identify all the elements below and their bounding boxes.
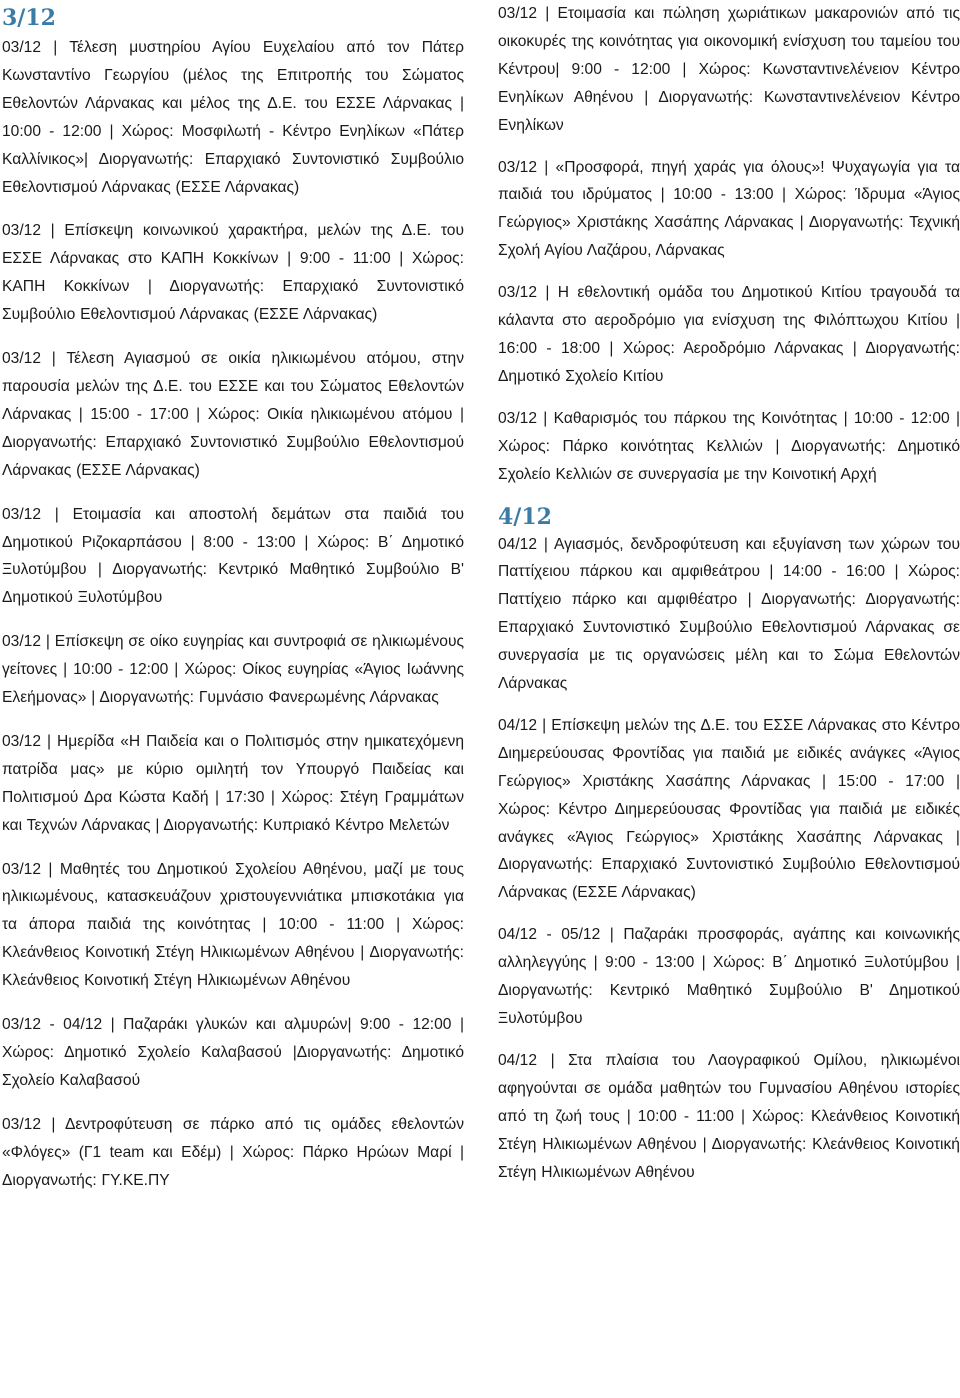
event-entry: 03/12 | Τέλεση μυστηρίου Αγίου Ευχελαίου από τον Πάτερ Κωνσταντίνο Γεωργίου (μέλος της Επιτροπής του Σώματος Εθελοντών Λάρνακας και μέλος της Δ.Ε. του ΕΣΣΕ Λάρνακας | 10:00 - 12:00 | Χώρος: Μοσφιλωτή - Κέντρο Ενηλίκων «Πάτερ Καλλίνικος»| Διοργανωτής: Επαρχιακό Συντονιστικό Συμβούλιο Εθελοντισμού Λάρνακας (ΕΣΣΕ Λάρνακας) (2, 39, 464, 196)
event-entry: 04/12 | Στα πλαίσια του Λαογραφικού Ομίλου, ηλικιωμένοι αφηγούνται σε ομάδα μαθητών του Γυμνασίου Αθηένου ιστορίες από τη ζωή τους | 10:00 - 11:00 | Χώρος: Κλεάνθειος Κοινοτική Στέγη Ηλικιωμένων Αθηένου | Διοργανωτής: Κλεάνθειος Κοινοτική Στέγη Ηλικιωμένων Αθηένου (498, 1051, 960, 1181)
event-entry: 03/12 | «Προσφορά, πηγή χαράς για όλους»! Ψυχαγωγία για τα παιδιά του ιδρύματος | 10:00 - 13:00 | Χώρος: Ίδρυμα «Άγιος Γεώργιος» Χριστάκης Χασάπης Λάρνακας | Διοργανωτής: Τεχνική Σχολή Αγίου Λαζάρου, Λάρνακας (498, 158, 960, 260)
event-entry: 03/12 | Δεντροφύτευση σε πάρκο από τις ομάδες εθελοντών «Φλόγες» (Γ1 team και Εδέμ) | Χώρος: Πάρκο Ηρώων Μαρί | Διοργανωτής: ΓΥ.ΚΕ.ΠΥ (2, 1115, 464, 1189)
event-entry: 04/12 | Αγιασμός, δενδροφύτευση και εξυγίανση των χώρων του Παττίχειου πάρκου και αμφιθεάτρου | 14:00 - 16:00 | Χώρος: Παττίχειο πάρκο και αμφιθέατρο | Διοργανωτής: Διοργανωτής: Επαρχιακό Συντονιστικό Συμβούλιο Εθελοντισμού Λάρνακας σε συνεργασία με τις οργανώσεις μέλη και το Σώμα Εθελοντών Λάρνακας (498, 535, 960, 693)
date-heading-4-12: 4/12 (498, 503, 552, 530)
event-entry: 03/12 | Επίσκεψη κοινωνικού χαρακτήρα, μελών της Δ.Ε. του ΕΣΣΕ Λάρνακας στο ΚΑΠΗ Κοκκίνων | 9:00 - 11:00 | Χώρος: ΚΑΠΗ Κοκκίνων | Διοργανωτής: Επαρχιακό Συντονιστικό Συμβούλιο Εθελοντισμού Λάρνακας (ΕΣΣΕ Λάρνακας) (2, 222, 464, 324)
left-column (2, 0, 464, 1211)
event-entry: 04/12 - 05/12 | Παζαράκι προσφοράς, αγάπης και κοινωνικής αλληλεγγύης | 9:00 - 13:00 | Χώρος: Β΄ Δημοτικό Ξυλοτύμβου | Διοργανωτής: Κεντρικό Μαθητικό Συμβούλιο Β' Δημοτικού Ξυλοτύμβου (498, 926, 960, 1027)
event-entry: 03/12 | Ημερίδα «Η Παιδεία και ο Πολιτισμός στην ημικατεχόμενη πατρίδα μας» με κύριο ομιλητή τον Υπουργό Παιδείας και Πολιτισμού Δρα Κώστα Καδή | 17:30 | Χώρος: Στέγη Γραμμάτων και Τεχνών Λάρνακας | Διοργανωτής: Κυπριακό Κέντρο Μελετών (2, 732, 464, 834)
right-column (498, 0, 960, 1200)
event-entry: 04/12 | Επίσκεψη μελών της Δ.Ε. του ΕΣΣΕ Λάρνακας στο Κέντρο Διημερεύουσας Φροντίδας για παιδιά με ειδικές ανάγκες «Άγιος Γεώργιος» Χριστάκης Χασάπης Λάρνακας | 15:00 - 17:00 | Χώρος: Κέντρο Διημερεύουσας Φροντίδας για παιδιά με ειδικές ανάγκες «Άγιος Γεώργιος» Χριστάκης Χασάπης Λάρνακας | Διοργανωτής: Επαρχιακό Συντονιστικό Συμβούλιο Εθελοντισμού Λάρνακας (ΕΣΣΕ Λάρνακας) (498, 716, 960, 902)
event-entry: 03/12 | Ετοιμασία και αποστολή δεμάτων στα παιδιά του Δημοτικού Ριζοκαρπάσου | 8:00 - 13:00 | Χώρος: Β΄ Δημοτικό Ξυλοτύμβου | Διοργανωτής: Κεντρικό Μαθητικό Συμβούλιο Β' Δημοτικού Ξυλοτύμβου (2, 505, 464, 607)
event-entry: 03/12 | Η εθελοντική ομάδα του Δημοτικού Κιτίου τραγουδά τα κάλαντα στο αεροδρόμιο για ενίσχυση της Φιλόπτωχου Κιτίου | 16:00 - 18:00 | Χώρος: Αεροδρόμιο Λάρνακας | Διοργανωτής: Δημοτικό Σχολείο Κιτίου (498, 284, 960, 385)
event-entry: 03/12 - 04/12 | Παζαράκι γλυκών και αλμυρών| 9:00 - 12:00 | Χώρος: Δημοτικό Σχολείο Καλαβασού |Διοργανωτής: Δημοτικό Σχολείο Καλαβασού (2, 1016, 464, 1089)
event-entry: 03/12 | Ετοιμασία και πώληση χωριάτικων μακαρονιών από τις οικοκυρές της κοινότητας για οικονομική ενίσχυση του ταμείου του Κέντρου| 9:00 - 12:00 | Χώρος: Κωνσταντινελένειον Κέντρο Ενηλίκων Αθηένου | Διοργανωτής: Κωνσταντινελένειον Κέντρο Ενηλίκων (498, 5, 960, 134)
event-entry: 03/12 | Καθαρισμός του πάρκου της Κοινότητας | 10:00 - 12:00 | Χώρος: Πάρκο κοινότητας Κελλιών | Διοργανωτής: Δημοτικό Σχολείο Κελλιών σε συνεργασία με την Κοινοτική Αρχή (498, 409, 960, 483)
date-heading-3-12: 3/12 (2, 5, 56, 31)
event-entry: 03/12 | Επίσκεψη σε οίκο ευγηρίας και συντροφιά σε ηλικιωμένους γείτονες | 10:00 - 12:00 | Χώρος: Οίκος ευγηρίας «Άγιος Ιωάννης Ελεήμονας» | Διοργανωτής: Γυμνάσιο Φανερωμένης Λάρνακας (2, 633, 464, 707)
event-entry: 03/12 | Μαθητές του Δημοτικού Σχολείου Αθηένου, μαζί με τους ηλικιωμένους, κατασκευάζουν χριστουγεννιάτικα μπισκοτάκια για τα άπορα παιδιά της κοινότητας | 10:00 - 11:00 | Χώρος: Κλεάνθειος Κοινοτική Στέγη Ηλικιωμένων Αθηένου | Διοργανωτής: Κλεάνθειος Κοινοτική Στέγη Ηλικιωμένων Αθηένου (2, 860, 464, 990)
event-entry: 03/12 | Τέλεση Αγιασμού σε οικία ηλικιωμένου ατόμου, στην παρουσία μελών της Δ.Ε. του ΕΣΣΕ και του Σώματος Εθελοντών Λάρνακας | 15:00 - 17:00 | Χώρος: Οικία ηλικιωμένου ατόμου | Διοργανωτής: Επαρχιακό Συντονιστικό Συμβούλιο Εθελοντισμού Λάρνακας (ΕΣΣΕ Λάρνακας) (2, 350, 464, 479)
